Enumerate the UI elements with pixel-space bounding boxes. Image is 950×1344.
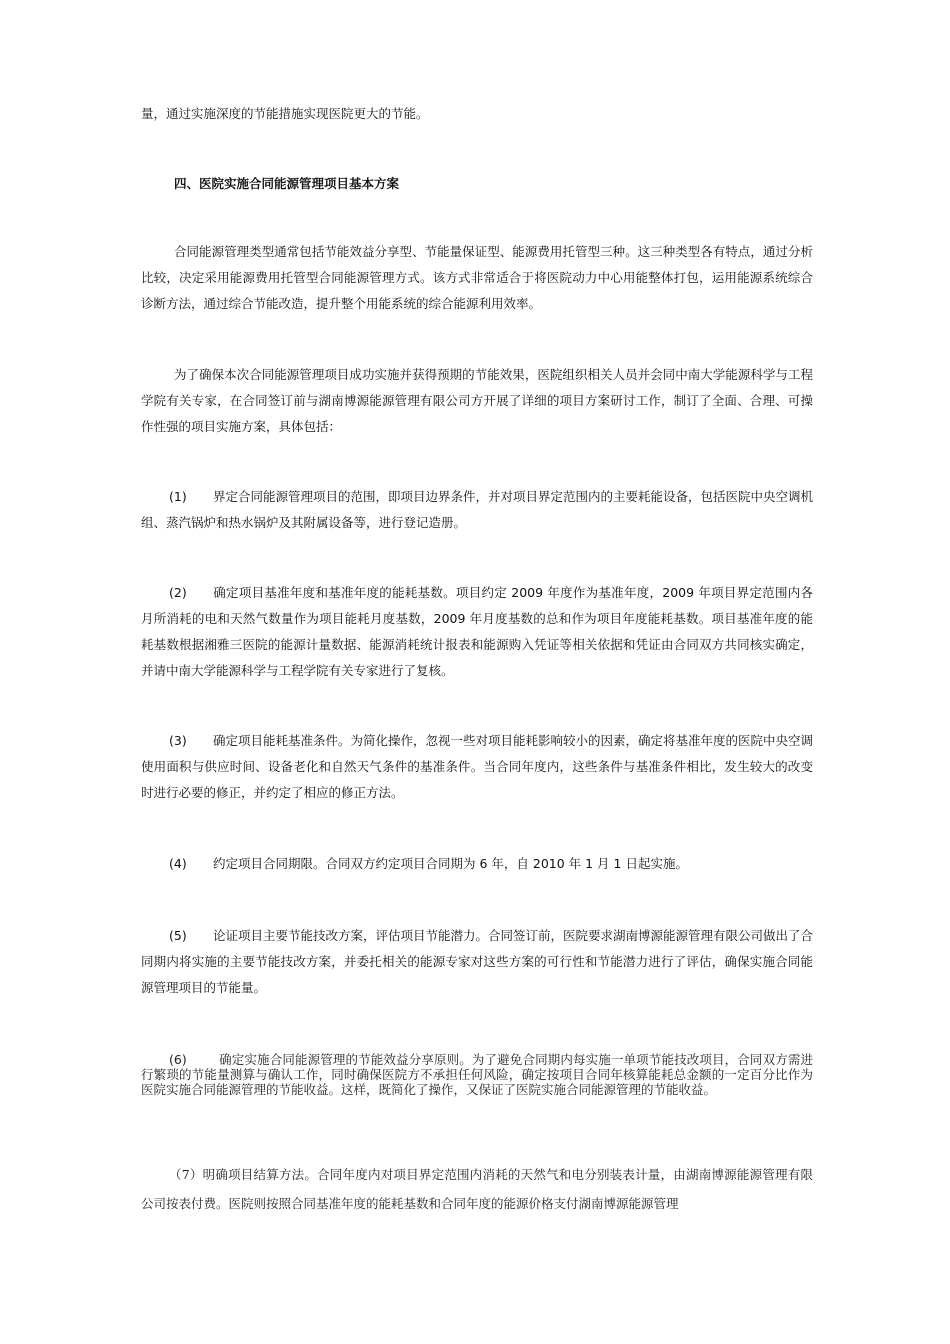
list-item-4 <box>141 851 813 877</box>
list-item-2 <box>141 580 813 684</box>
list-item-text: 约定项目合同期限。合同双方约定项目合同期为 6 年，自 2010 年 1 月 1 日起实施。 <box>213 856 688 871</box>
list-item-3 <box>141 728 813 806</box>
list-item-7 <box>141 1160 813 1218</box>
list-item-number: (3) <box>169 733 187 748</box>
list-item-text: 论证项目主要节能技改方案，评估项目节能潜力。合同签订前，医院要求湖南博源能源管理有限公司做出了合同期内将实施的主要节能技改方案，并委托相关的能源专家对这些方案的可行性和节能潜力进行了评估，确保实施合同能源管理项目的节能量。 <box>141 928 814 995</box>
list-item-number: (6) <box>169 1052 187 1067</box>
list-item-text-continuation: 合同双方需进行繁琐的节能量测算与确认工作，同时确保医院方不承担任何风险，确定按项目合同年核算能耗总金额的一定百分比作为医院实施合同能源管理的节能收益。这样，既简化了操作，又保证了医院实施合同能源管理的节能收益。 <box>141 1052 813 1097</box>
section-heading: 四、医院实施合同能源管理项目基本方案 <box>174 176 400 191</box>
list-item-text: 确定项目基准年度和基准年度的能耗基数。项目约定 2009 年度作为基准年度，2009 年项目界定范围内各月所消耗的电和天然气数量作为项目能耗月度基数，2009 年月度基数的总和作为项目年度能耗基数。项目基准年度的能耗基数根据湘雅三医院的能源计量数据、能源消耗统计报表和能源购入凭证等相关依据和凭证由合同双方共同核实确定，并请中南大学能源科学与工程学院有关专家进行了复核。 <box>141 585 813 678</box>
list-item-text: 确定项目能耗基准条件。为简化操作，忽视一些对项目能耗影响较小的因素，确定将基准年度的医院中央空调使用面积与供应时间、设备老化和自然天气条件的基准条件。当合同年度内，这些条件与基准条件相比，发生较大的改变时进行必要的修正，并约定了相应的修正方法。 <box>141 733 814 800</box>
list-item-1 <box>141 484 813 536</box>
list-item-number: （7） <box>169 1167 203 1182</box>
list-item-5 <box>141 923 813 1001</box>
list-item-text: 明确项目结算方法。合同年度内对项目界定范围内消耗的天然气和电分别装表计量，由湖南博源能源管理有限公司按表付费。医院则按照合同基准年度的能耗基数和合同年度的能源价格支付湖南博源能源管理 <box>141 1167 813 1211</box>
list-item-text: 界定合同能源管理项目的范围，即项目边界条件，并对项目界定范围内的主要耗能设备，包括医院中央空调机组、蒸汽锅炉和热水锅炉及其附属设备等，进行登记造册。 <box>141 489 814 530</box>
paragraph-continuation: 量，通过实施深度的节能措施实现医院更大的节能。 <box>141 106 429 121</box>
paragraph-project-intro: 为了确保本次合同能源管理项目成功实施并获得预期的节能效果，医院组织相关人员并会同中南大学能源科学与工程学院有关专家，在合同签订前与湖南博源能源管理有限公司方开展了详细的项目方案研讨工作，制订了全面、合理、可操作性强的项目实施方案，具体包括： <box>141 367 813 434</box>
list-item-number: (1) <box>169 489 187 504</box>
list-item-number: (5) <box>169 928 187 943</box>
paragraph-contract-types: 合同能源管理类型通常包括节能效益分享型、节能量保证型、能源费用托管型三种。这三种类型各有特点，通过分析比较，决定采用能源费用托管型合同能源管理方式。该方式非常适合于将医院动力中心用能整体打包，运用能源系统综合诊断方法，通过综合节能改造，提升整个用能系统的综合能源利用效率。 <box>141 244 813 311</box>
list-item-number: (2) <box>169 585 187 600</box>
list-item-6 <box>141 1052 813 1097</box>
list-item-text: 确定实施合同能源管理的节能效益分享原则。为了避免合同期内每实施一单项节能技改项目， <box>219 1052 738 1067</box>
list-item-number: (4) <box>169 856 187 871</box>
